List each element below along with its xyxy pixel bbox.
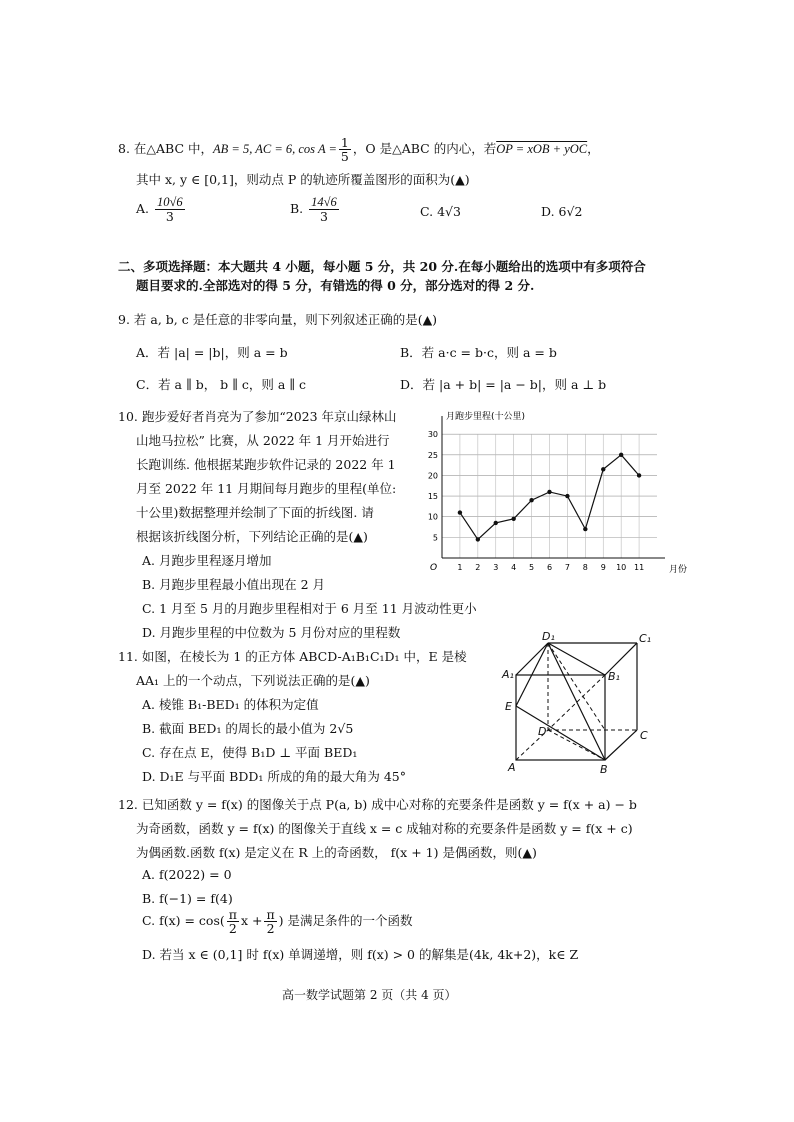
section2-line1: 二、多项选择题：本大题共 4 小题，每小题 5 分，共 20 分.在每小题给出的选项中有多项符合: [118, 259, 646, 274]
q10-option-b: B. 月跑步里程最小值出现在 2 月: [142, 577, 326, 592]
q12-c-mid: x +: [240, 913, 263, 929]
q8-option-a-num: 10√6: [157, 195, 183, 209]
q8-option-b-wrap: [290, 196, 341, 223]
data-point: [583, 527, 587, 531]
x-tick-label: 4: [511, 563, 517, 572]
y-tick-label: 20: [427, 471, 438, 481]
q8-stem: [118, 136, 600, 163]
x-tick-label: 2: [475, 563, 481, 572]
data-point: [529, 498, 533, 502]
q12-c-frac1-den: 2: [228, 921, 237, 937]
section2-line2: 题目要求的.全部选对的得 5 分，有错选的得 0 分，部分选对的得 2 分.: [136, 278, 535, 293]
q12-option-a: A. f(2022) = 0: [142, 867, 232, 882]
q8-option-a: [155, 196, 185, 223]
q11-option-a: A. 棱锥 B₁-BED₁ 的体积为定值: [142, 697, 319, 712]
q8-line2: 其中 x, y ∈ [0,1]，则动点 P 的轨迹所覆盖图形的面积为(▲): [136, 172, 470, 187]
label-a: A: [508, 761, 516, 774]
x-tick-label: 3: [493, 563, 499, 572]
data-point: [601, 467, 605, 471]
q10-line-5: 十公里)数据整理并绘制了下面的折线图. 请: [136, 505, 374, 520]
q12-c-frac2-den: 2: [266, 921, 275, 937]
label-b1: B₁: [608, 670, 620, 683]
cube-figure: [500, 630, 670, 780]
q12-option-b: B. f(−1) = f(4): [142, 891, 233, 906]
q10-line-3: 长跑训练. 他根据某跑步软件记录的 2022 年 1: [136, 457, 396, 472]
cube-hidden-d1b1d: [548, 643, 605, 730]
q8-stem-b: ，O 是△ABC 的内心，若: [352, 141, 497, 157]
cube-edge-bc: [605, 730, 637, 760]
q8-option-c: C. 4√3: [420, 204, 461, 219]
y-tick-label: 10: [427, 512, 438, 522]
q9-option-a: A．若 |a| = |b|，则 a = b: [136, 345, 288, 360]
data-point: [511, 517, 515, 521]
label-b: B: [600, 763, 608, 776]
q11-line2: AA₁ 上的一个动点，下列说法正确的是(▲): [136, 673, 370, 688]
q8-options: [136, 196, 187, 223]
cube-edge-a1d1: [516, 643, 548, 675]
q8-frac-num: 1: [340, 135, 349, 150]
x-tick-label: 11: [633, 563, 645, 572]
q8-option-d: D. 6√2: [541, 204, 583, 219]
q12-line2: 为奇函数，函数 y = f(x) 的图像关于直线 x = c 成轴对称的充要条件是函数 y = f(x + c): [136, 821, 633, 836]
q12-line3: 为偶函数.函数 f(x) 是定义在 R 上的奇函数， f(x + 1) 是偶函数，则(▲): [136, 845, 537, 860]
q10-option-c: C. 1 月至 5 月的月跑步里程相对于 6 月至 11 月波动性更小: [142, 601, 477, 616]
x-tick-label: 8: [582, 563, 588, 572]
cube-line-d1b1: [548, 643, 605, 675]
q9-option-b: B．若 a·c = b·c，则 a = b: [400, 345, 557, 360]
page-footer: 高一数学试题第 2 页（共 4 页）: [282, 988, 457, 1002]
data-point: [547, 490, 551, 494]
data-point: [619, 453, 623, 457]
q10-line-1: 10. 跑步爱好者肖亮为了参加“2023 年京山绿林山: [118, 409, 397, 424]
q11-option-d: D. D₁E 与平面 BDD₁ 所成的角的最大角为 45°: [142, 769, 406, 784]
q10-line-2: 山地马拉松” 比赛，从 2022 年 1 月开始进行: [136, 433, 390, 448]
y-tick-label: 15: [427, 492, 438, 502]
q8-fraction: [339, 136, 351, 163]
q8-condition: AB = 5, AC = 6, cos A =: [213, 142, 337, 157]
y-tick-label: 5: [432, 533, 438, 543]
x-tick-label: 7: [564, 563, 570, 572]
q12-option-d: D. 若当 x ∈ (0,1] 时 f(x) 单调递增，则 f(x) > 0 的解集是(4k, 4k+2)，k∈ Z: [142, 947, 579, 962]
q8-stem-a: 8. 在△ABC 中，: [118, 141, 213, 157]
mileage-line-chart: [420, 408, 690, 578]
q8-stem-c: ，: [587, 141, 600, 157]
data-point: [494, 521, 498, 525]
x-tick-label: 10: [616, 563, 627, 572]
q12-line1: 12. 已知函数 y = f(x) 的图像关于点 P(a, b) 成中心对称的充要条件是函数 y = f(x + a) − b: [118, 797, 637, 812]
q12-c-frac1-num: π: [228, 907, 237, 922]
data-point: [565, 494, 569, 498]
q8-option-b: [309, 196, 339, 223]
q12-c-frac2-num: π: [266, 907, 275, 922]
label-a1: A₁: [502, 668, 514, 681]
x-tick-label: 6: [546, 563, 553, 572]
x-tick-label: 5: [529, 563, 535, 572]
data-point: [637, 473, 641, 477]
data-point: [458, 510, 462, 514]
q8-frac-den: 5: [340, 149, 349, 165]
q12-option-c: [142, 908, 413, 935]
label-d1: D₁: [542, 630, 555, 643]
q10-line-4: 月至 2022 年 11 月期间每月跑步的里程(单位:: [136, 481, 397, 496]
q12-c-frac2: [264, 908, 276, 935]
q8-option-b-label: B.: [290, 201, 304, 217]
y-tick-label: 30: [427, 430, 438, 440]
origin-label: O: [430, 563, 438, 573]
q8-option-b-den: 3: [319, 209, 328, 225]
y-axis-label: 月跑步里程(十公里): [446, 412, 526, 422]
label-e: E: [505, 700, 512, 713]
q10-option-a: A. 月跑步里程逐月增加: [142, 553, 272, 568]
q12-c-post: ) 是满足条件的一个函数: [278, 913, 413, 929]
q12-c-pre: C. f(x) = cos(: [142, 913, 225, 929]
q11-option-c: C. 存在点 E，使得 B₁D ⊥ 平面 BED₁: [142, 745, 358, 760]
q11-option-b: B. 截面 BED₁ 的周长的最小值为 2√5: [142, 721, 354, 736]
q8-option-a-label: A.: [136, 201, 150, 217]
x-tick-label: 9: [600, 563, 606, 572]
q8-option-b-num: 14√6: [311, 195, 337, 209]
data-point: [476, 537, 480, 541]
x-tick-label: 1: [457, 563, 463, 572]
q11-line1: 11. 如图，在棱长为 1 的正方体 ABCD-A₁B₁C₁D₁ 中，E 是棱: [118, 649, 467, 664]
q9-stem: 9. 若 a, b, c 是任意的非零向量，则下列叙述正确的是(▲): [118, 312, 438, 327]
label-d: D: [538, 725, 547, 738]
q10-option-d: D. 月跑步里程的中位数为 5 月份对应的里程数: [142, 625, 401, 640]
label-c: C: [640, 729, 648, 742]
cube-front-face: [516, 675, 605, 760]
q10-line-6: 根据该折线图分析，下列结论正确的是(▲): [136, 529, 368, 544]
q8-vector-equation: OP = xOB + yOC: [496, 142, 588, 157]
q8-option-a-den: 3: [165, 209, 174, 225]
y-tick-label: 25: [427, 450, 438, 460]
q9-option-c: C．若 a ∥ b， b ∥ c，则 a ∥ c: [136, 377, 307, 392]
label-c1: C₁: [639, 632, 652, 645]
q12-c-frac1: [227, 908, 239, 935]
x-axis-label: 月份: [669, 565, 688, 575]
q9-option-d: D．若 |a + b| = |a − b|，则 a ⊥ b: [400, 377, 607, 392]
